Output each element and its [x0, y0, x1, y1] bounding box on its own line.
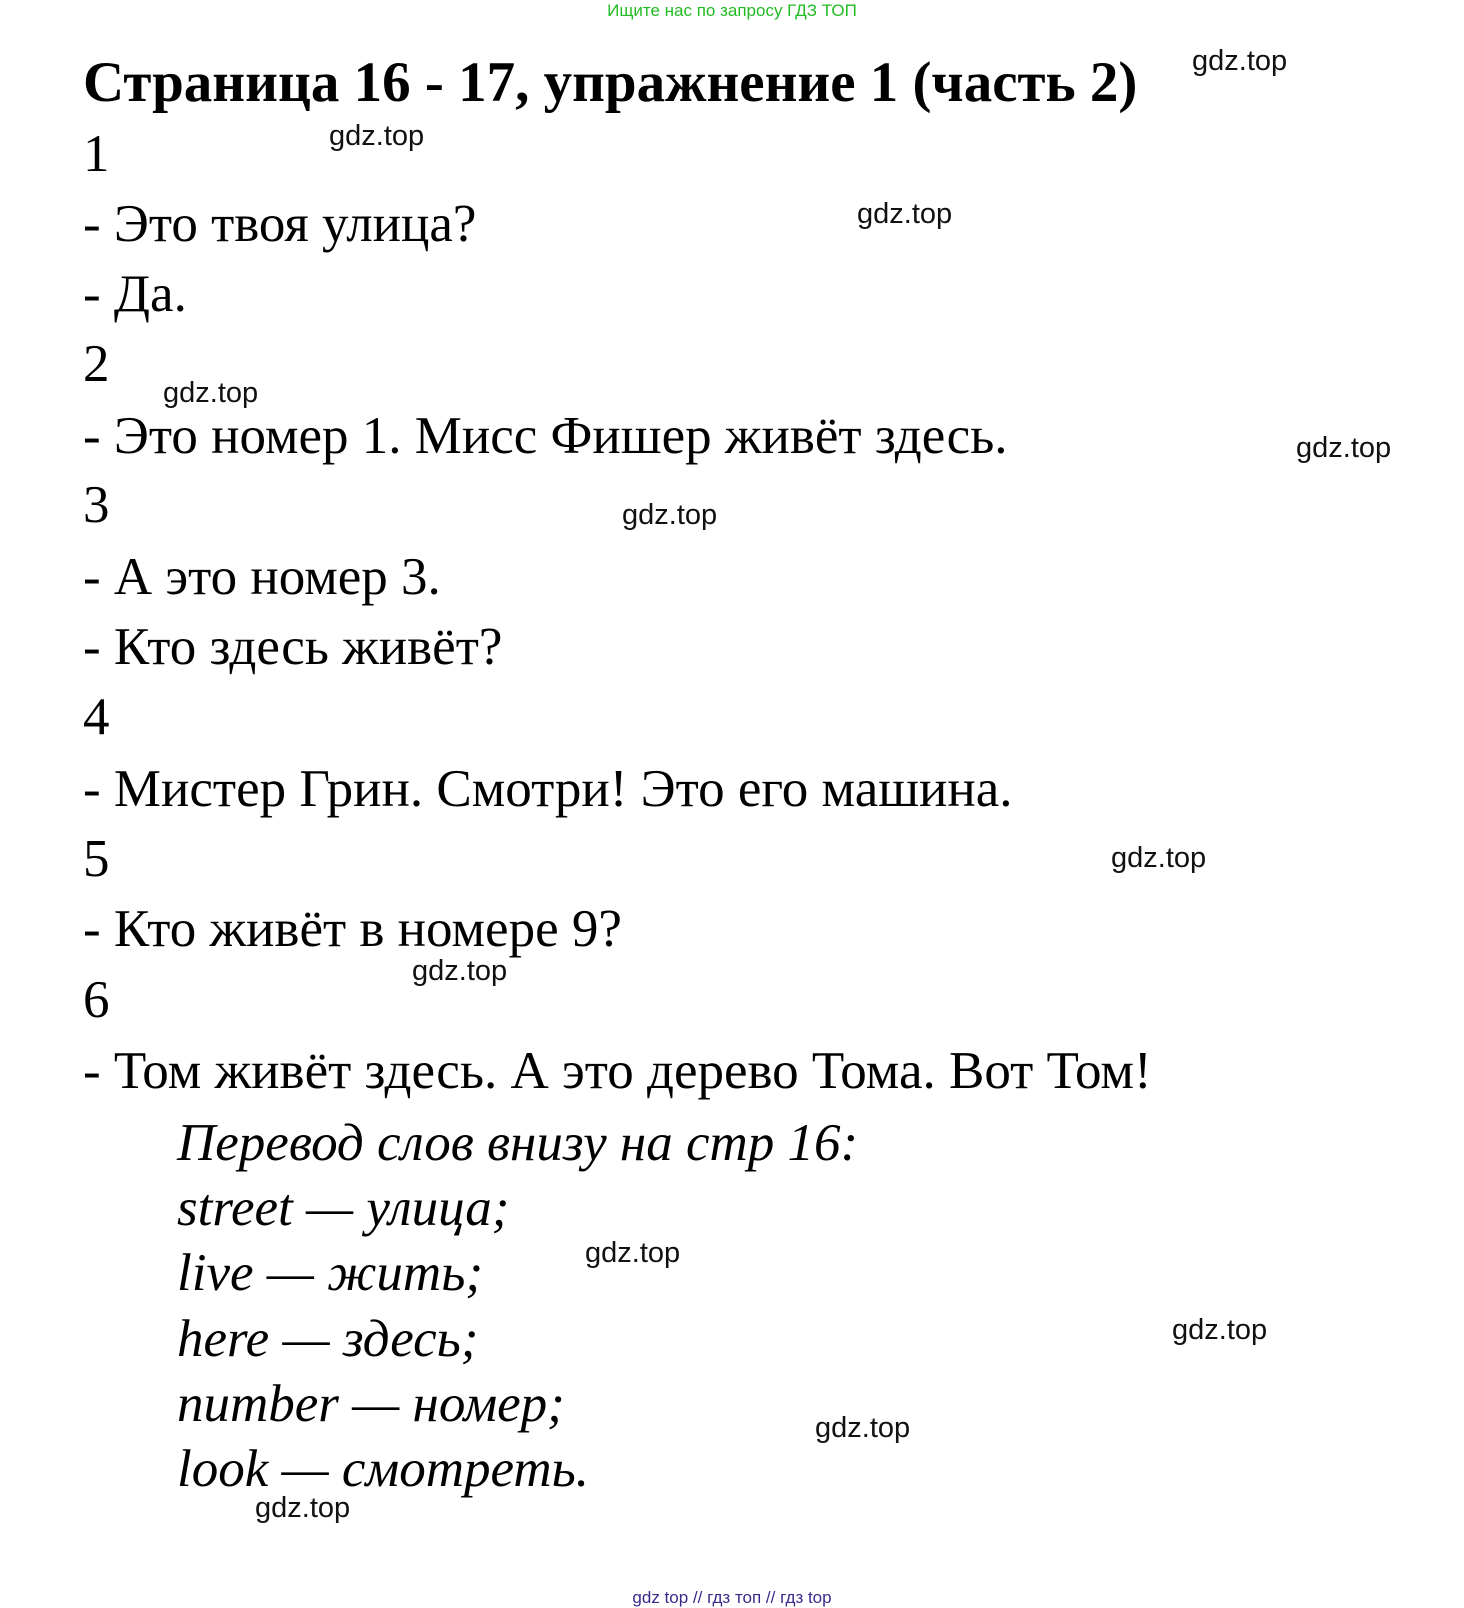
dialogue-line: - Кто здесь живёт?: [83, 618, 503, 676]
watermark: gdz.top: [815, 1412, 911, 1444]
dialogue-line: - Мистер Грин. Смотри! Это его машина.: [83, 760, 1013, 818]
line-number-3: 3: [83, 476, 110, 534]
line-number-2: 2: [83, 335, 110, 393]
watermark: gdz.top: [412, 955, 508, 987]
dialogue-line: - Том живёт здесь. А это дерево Тома. Вот Том!: [83, 1042, 1152, 1100]
line-number-5: 5: [83, 830, 110, 888]
watermark: gdz.top: [329, 120, 425, 152]
dialogue-line: - Кто живёт в номере 9?: [83, 900, 622, 958]
watermark: gdz.top: [622, 499, 718, 531]
translation-item: look — смотреть.: [177, 1440, 589, 1498]
watermark: gdz.top: [163, 377, 259, 409]
dialogue-line: - Да.: [83, 265, 187, 323]
line-number-4: 4: [83, 688, 110, 746]
translation-item: here — здесь;: [177, 1310, 479, 1368]
dialogue-line: - Это номер 1. Мисс Фишер живёт здесь.: [83, 407, 1008, 465]
watermark: gdz.top: [1192, 45, 1288, 77]
footer: gdz top // гдз топ // гдз top: [632, 1588, 832, 1607]
top-banner: Ищите нас по запросу ГДЗ ТОП: [607, 1, 857, 20]
translation-heading: Перевод слов внизу на стр 16:: [177, 1114, 859, 1172]
watermark: gdz.top: [857, 198, 953, 230]
watermark: gdz.top: [1111, 842, 1207, 874]
line-number-1: 1: [83, 125, 110, 183]
watermark: gdz.top: [1296, 432, 1392, 464]
watermark: gdz.top: [1172, 1314, 1268, 1346]
dialogue-line: - А это номер 3.: [83, 548, 441, 606]
watermark: gdz.top: [255, 1492, 351, 1524]
dialogue-line: - Это твоя улица?: [83, 195, 477, 253]
translation-item: street — улица;: [177, 1179, 510, 1237]
translation-item: live — жить;: [177, 1244, 483, 1302]
page-title: Страница 16 - 17, упражнение 1 (часть 2): [83, 51, 1138, 114]
watermark: gdz.top: [585, 1237, 681, 1269]
translation-item: number — номер;: [177, 1375, 565, 1433]
line-number-6: 6: [83, 971, 110, 1029]
